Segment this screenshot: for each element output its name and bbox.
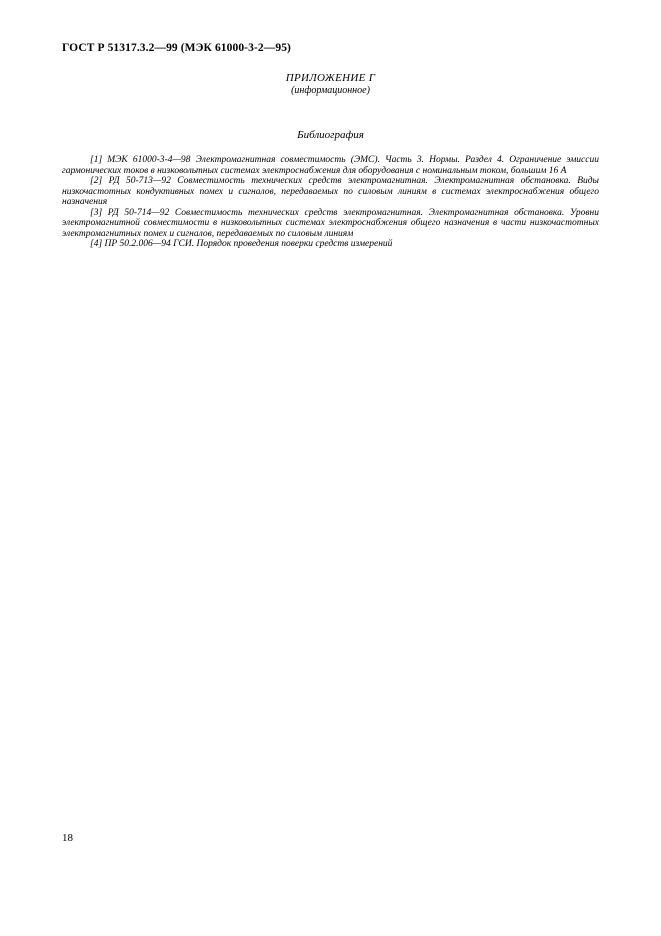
bibliography-entry: [2] РД 50-713—92 Совместимость технических средств электромагнитная. Электромагнитная обстановка. Виды низкочастотных кондуктивных помех и сигналов, передаваемых по силовым линиям в системах электроснабжения общего назначения <box>62 176 599 207</box>
bibliography-title: Библиография <box>297 129 364 141</box>
bibliography-entry: [4] ПР 50.2.006—94 ГСИ. Порядок проведения поверки средств измерений <box>90 239 393 249</box>
bibliography-list <box>62 155 599 250</box>
appendix-title: ПРИЛОЖЕНИЕ Г <box>285 72 376 84</box>
appendix-subtitle: (информационное) <box>291 85 370 96</box>
document-header: ГОСТ Р 51317.3.2—99 (МЭК 61000-3-2—95) <box>62 42 291 54</box>
page-number: 18 <box>62 832 73 844</box>
bibliography-entry: [1] МЭК 61000-3-4—98 Электромагнитная совместимость (ЭМС). Часть 3. Нормы. Раздел 4. Ограничение эмиссии гармонических токов в низковольтных системах электроснабжения для оборудования с номинальным током, большим 16 А <box>62 155 599 176</box>
bibliography-entry: [3] РД 50-714—92 Совместимость технических средств электромагнитная. Электромагнитная обстановка. Уровни электромагнитной совместимости в низковольтных системах электроснабжения общего назначения в части низкочастотных электромагнитных помех и сигналов, передаваемых по силовым линиям <box>62 207 599 239</box>
